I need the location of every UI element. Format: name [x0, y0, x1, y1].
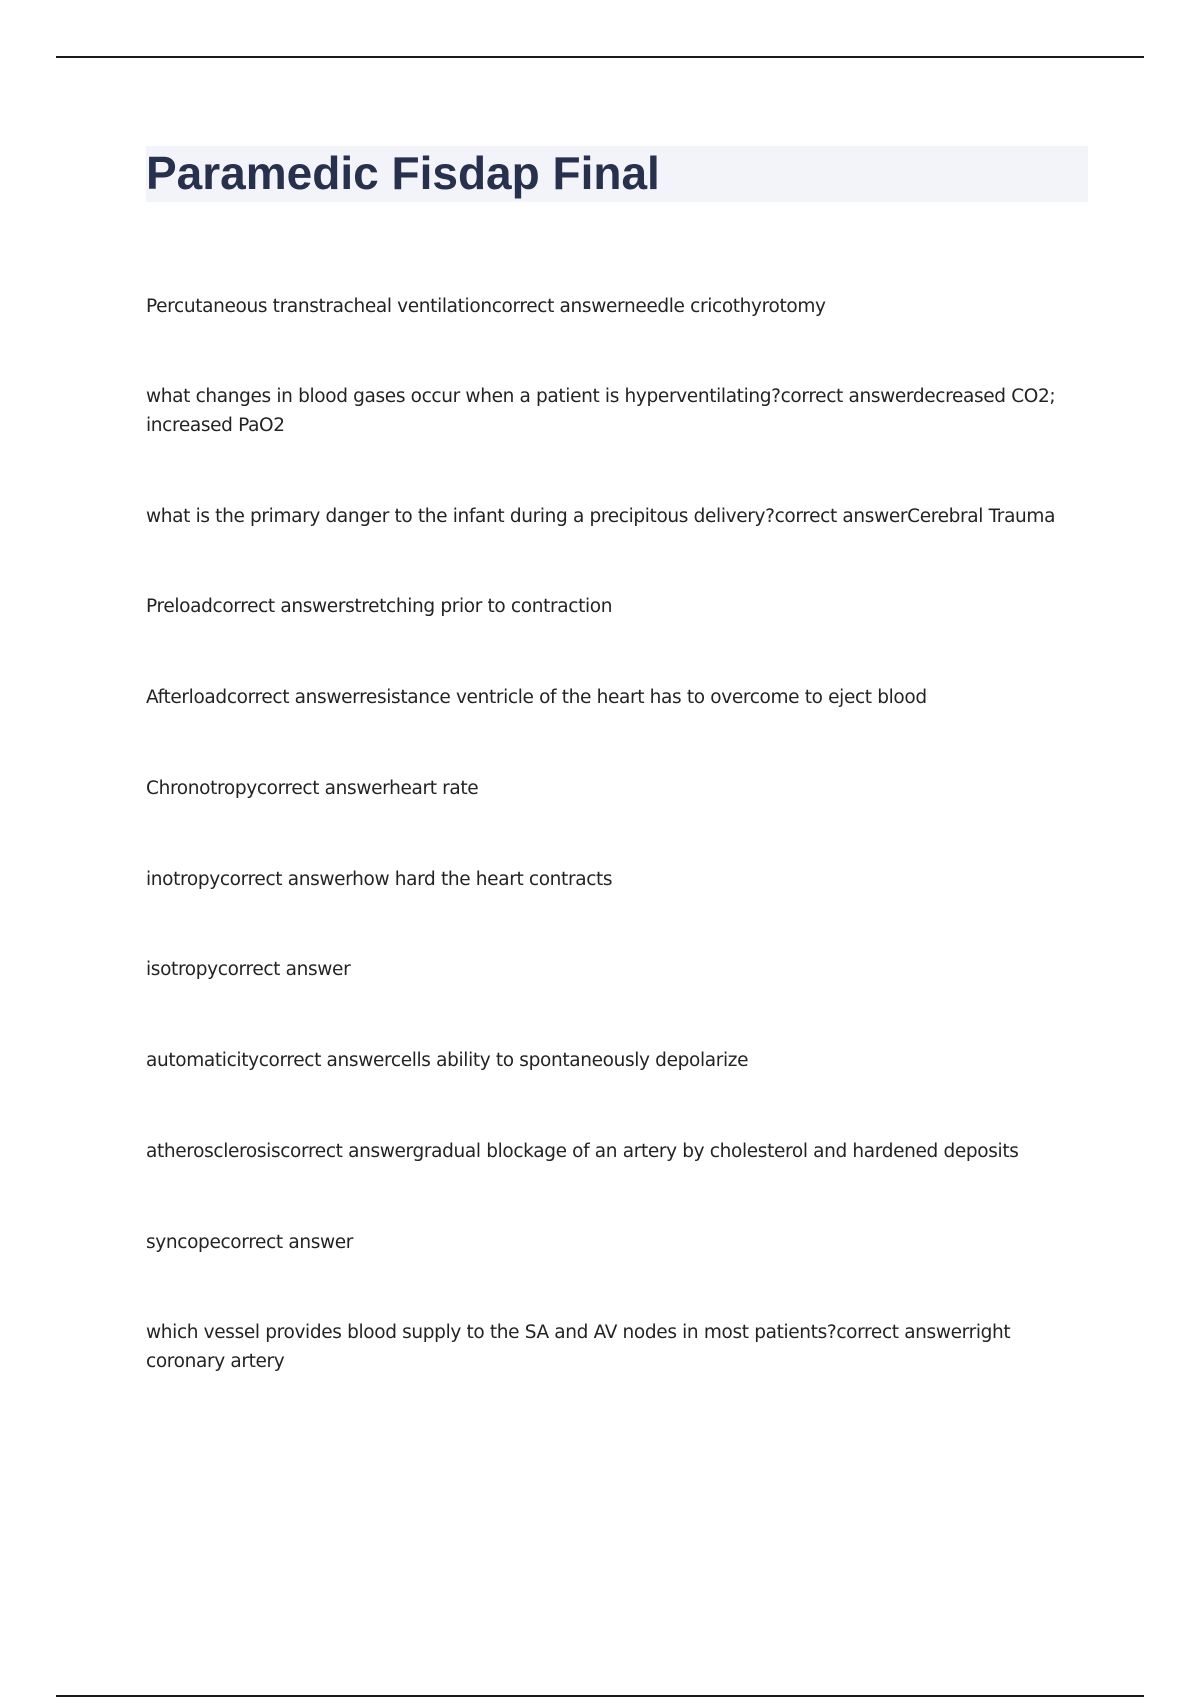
qa-item: inotropycorrect answerhow hard the heart contracts [146, 869, 613, 890]
qa-item: Percutaneous transtracheal ventilationcorrect answerneedle cricothyrotomy [146, 296, 826, 317]
document-title: Paramedic Fisdap Final [146, 147, 660, 199]
qa-item: what changes in blood gases occur when a patient is hyperventilating?correct answerdecreased CO2; increased PaO2 [146, 386, 1056, 436]
qa-item: Chronotropycorrect answerheart rate [146, 778, 479, 799]
qa-item: Preloadcorrect answerstretching prior to contraction [146, 596, 613, 617]
qa-item: what is the primary danger to the infant during a precipitous delivery?correct answerCerebral Trauma [146, 506, 1056, 527]
footer-rule [56, 1695, 1144, 1697]
qa-item: Afterloadcorrect answerresistance ventricle of the heart has to overcome to eject blood [146, 687, 927, 708]
qa-item: automaticitycorrect answercells ability to spontaneously depolarize [146, 1050, 749, 1071]
qa-item: isotropycorrect answer [146, 959, 351, 980]
header-rule [56, 56, 1144, 58]
qa-item: atherosclerosiscorrect answergradual blockage of an artery by cholesterol and hardened deposits [146, 1141, 1019, 1162]
qa-item: syncopecorrect answer [146, 1232, 354, 1253]
qa-item: which vessel provides blood supply to the SA and AV nodes in most patients?correct answerright coronary artery [146, 1322, 1011, 1372]
